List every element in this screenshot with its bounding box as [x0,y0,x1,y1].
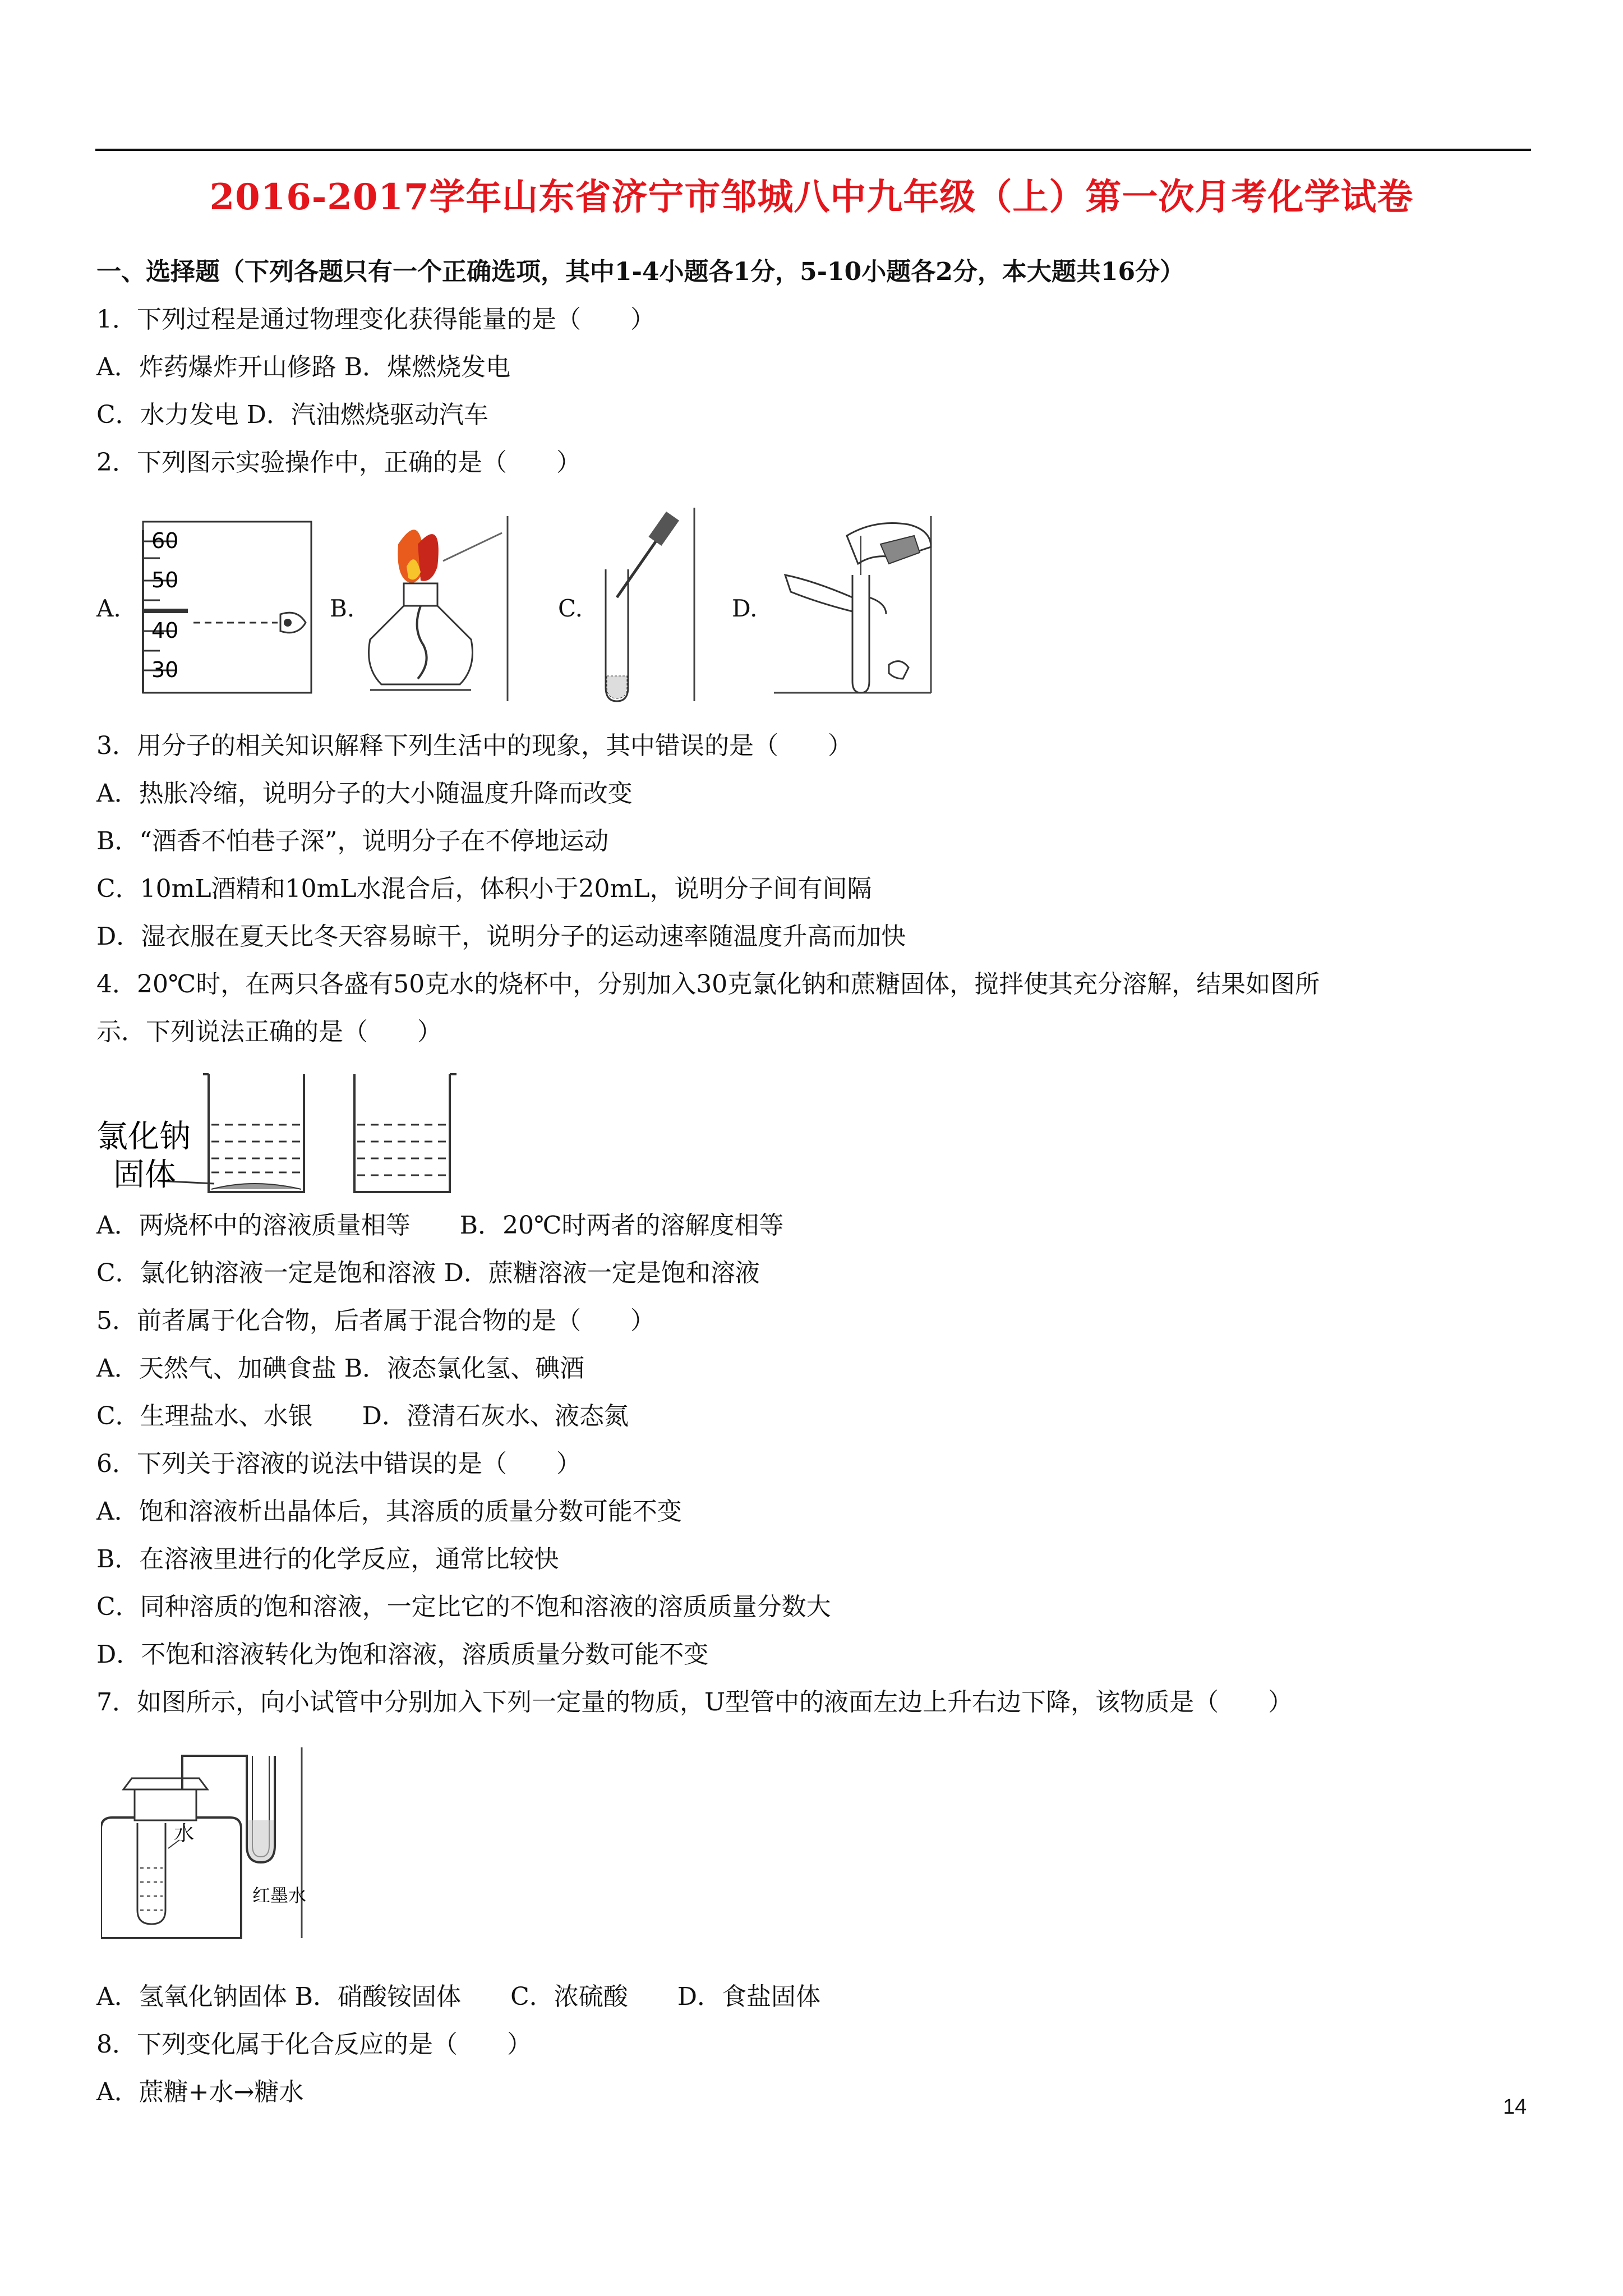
q2-label-c: C. [558,595,583,622]
q4-stem-line2: 示．下列说法正确的是（ ） [96,1018,442,1046]
q6-option-b: B．在溶液里进行的化学反应，通常比较快 [96,1545,559,1573]
q3-option-b: B．“酒香不怕巷子深”，说明分子在不停地运动 [96,827,609,855]
q4-fig-label-solid: 固体 [113,1157,176,1193]
q2-figure-c-dropper [594,508,707,704]
q2-figure-d-pouring [768,513,942,698]
q7-fig-label-ink: 红墨水 [252,1885,307,1906]
q3-option-c: C．10mL酒精和10mL水混合后，体积小于20mL，说明分子间有间隔 [96,875,872,903]
scale-50: 50 [151,568,179,592]
q1-options-ab: A．炸药爆炸开山修路 B．煤燃烧发电 [96,353,511,381]
scale-30: 30 [151,657,179,682]
q2-figure-b-alcohol-lamp [359,516,510,701]
header-rule [95,149,1531,151]
q2-label-a: A. [96,595,121,622]
q4-options-cd: C．氯化钠溶液一定是饱和溶液 D．蔗糖溶液一定是饱和溶液 [96,1259,760,1287]
q2-stem: 2．下列图示实验操作中，正确的是（ ） [96,448,581,477]
q1-options-cd: C．水力发电 D．汽油燃烧驱动汽车 [96,401,488,429]
q5-stem: 5．前者属于化合物，后者属于混合物的是（ ） [96,1306,655,1335]
q6-option-c: C．同种溶质的饱和溶液，一定比它的不饱和溶液的溶质质量分数大 [96,1593,831,1621]
q5-options-ab: A．天然气、加碘食盐 B．液态氯化氢、碘酒 [96,1354,585,1383]
q2-label-b: B. [330,595,355,622]
q6-option-a: A．饱和溶液析出晶体后，其溶质的质量分数可能不变 [96,1497,682,1526]
q4-options-ab: A．两烧杯中的溶液质量相等 B．20℃时两者的溶解度相等 [96,1211,784,1240]
q6-option-d: D．不饱和溶液转化为饱和溶液，溶质质量分数可能不变 [96,1640,709,1669]
q7-options: A．氢氧化钠固体 B．硝酸铵固体 C．浓硫酸 D．食盐固体 [96,1982,821,2011]
q8-option-a: A．蔗糖+水→糖水 [96,2078,304,2106]
q6-stem: 6．下列关于溶液的说法中错误的是（ ） [96,1450,581,1478]
eye-icon [280,613,306,633]
page-number: 14 [1503,2095,1527,2119]
q4-stem-line1: 4．20℃时，在两只各盛有50克水的烧杯中，分别加入30克氯化钠和蔗糖固体，搅拌使其充分溶解，结果如图所 [96,970,1320,999]
q3-stem: 3．用分子的相关知识解释下列生活中的现象，其中错误的是（ ） [96,731,852,760]
q4-fig-label-nacl: 氯化钠 [96,1119,191,1155]
section-heading: 一、选择题（下列各题只有一个正确选项，其中1-4小题各1分，5-10小题各2分，本大题共16分） [96,257,1185,286]
q7-fig-label-water: 水 [174,1822,195,1845]
q4-figure-beakers [96,1063,478,1203]
q7-stem: 7．如图所示，向小试管中分别加入下列一定量的物质，U型管中的液面左边上升右边下降，该物质是（ ） [96,1688,1293,1717]
q7-figure-u-tube [101,1745,314,1947]
q8-stem: 8．下列变化属于化合反应的是（ ） [96,2030,532,2059]
q1-stem: 1．下列过程是通过物理变化获得能量的是（ ） [96,305,655,334]
q2-label-d: D. [732,595,758,622]
q2-figure-a-cylinder [137,519,322,698]
q3-option-d: D．湿衣服在夏天比冬天容易晾干，说明分子的运动速率随温度升高而加快 [96,922,906,951]
q3-option-a: A．热胀冷缩，说明分子的大小随温度升降而改变 [96,779,633,808]
scale-60: 60 [151,528,179,553]
page-title: 2016-2017学年山东省济宁市邹城八中九年级（上）第一次月考化学试卷 [209,176,1414,218]
q5-options-cd: C．生理盐水、水银 D．澄清石灰水、液态氮 [96,1402,629,1430]
scale-40: 40 [151,618,179,643]
